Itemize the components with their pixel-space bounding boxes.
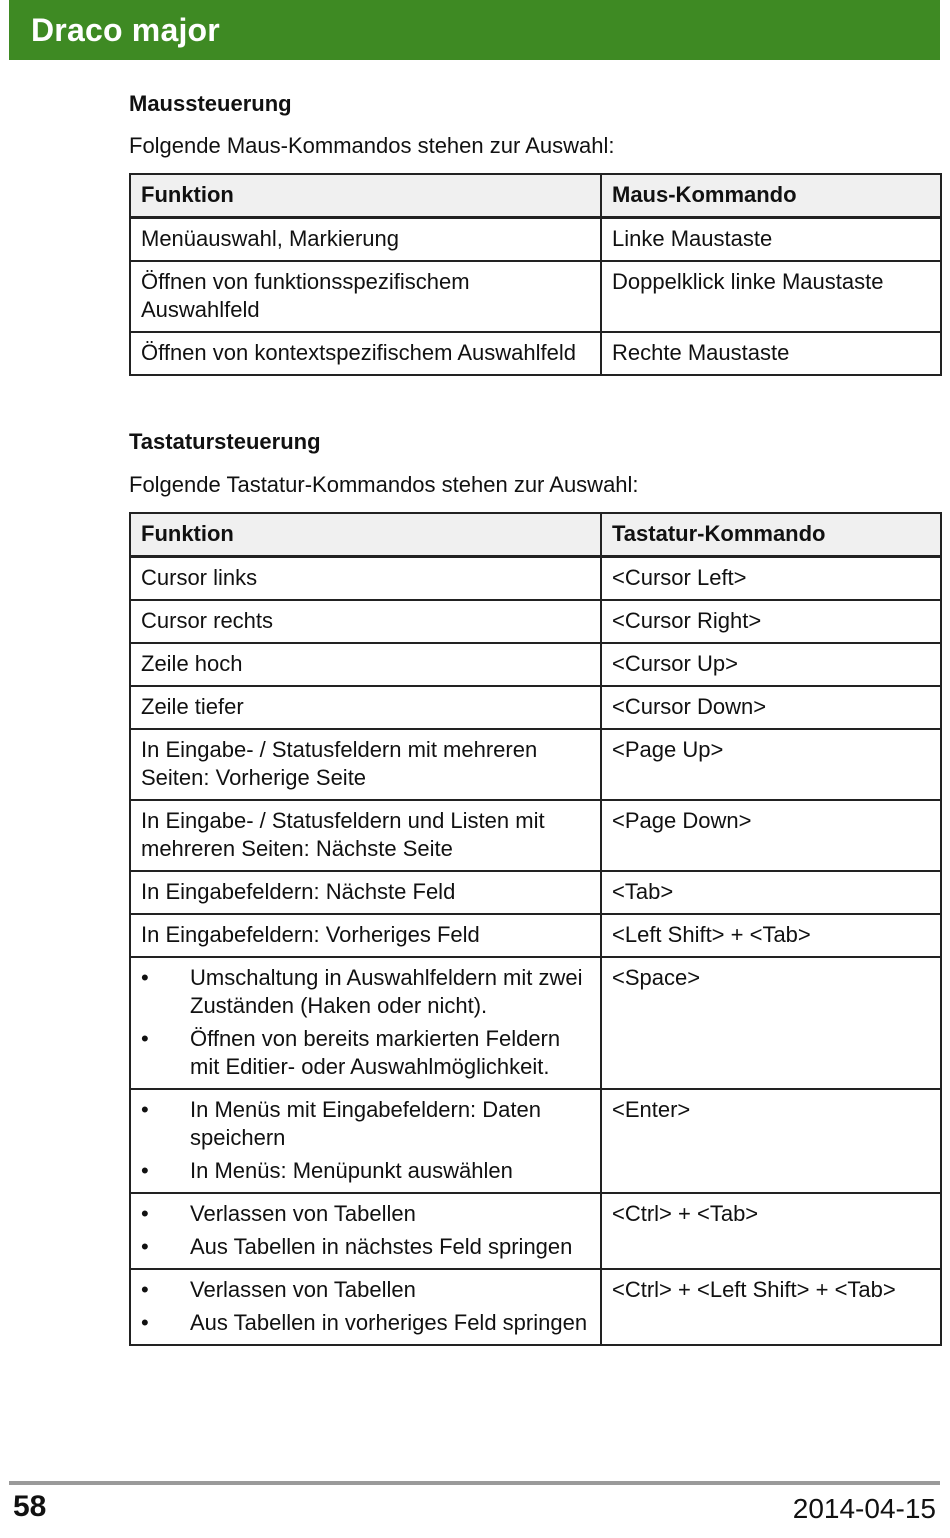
- table-row: [130, 871, 941, 914]
- column-header-mouse-command: Maus-Kommando: [601, 174, 941, 218]
- function-cell: Menüauswahl, Markierung: [130, 218, 601, 262]
- function-cell: Öffnen von funktionsspezifischem Auswahlfeld: [130, 261, 601, 332]
- command-cell: <Cursor Right>: [601, 600, 941, 643]
- function-cell: [130, 1193, 601, 1269]
- page-date: 2014-04-15: [792, 1493, 936, 1524]
- column-header-function: Funktion: [130, 174, 601, 218]
- function-cell: In Eingabe- / Statusfeldern und Listen mit mehreren Seiten: Nächste Seite: [130, 800, 601, 871]
- table-row: [130, 686, 941, 729]
- function-cell: [130, 1269, 601, 1345]
- function-cell: In Eingabefeldern: Vorheriges Feld: [130, 914, 601, 957]
- function-cell: Öffnen von kontextspezifischem Auswahlfeld: [130, 332, 601, 375]
- command-cell: Rechte Maustaste: [601, 332, 941, 375]
- table-row: [130, 557, 941, 601]
- function-cell: Cursor rechts: [130, 600, 601, 643]
- list-item: • Öffnen von bereits markierten Feldern mit Editier- oder Auswahlmöglichkeit.: [141, 1025, 590, 1081]
- command-cell: <Tab>: [601, 871, 941, 914]
- table-row: [130, 729, 941, 800]
- list-item: • Umschaltung in Auswahlfeldern mit zwei Zuständen (Haken oder nicht).: [141, 964, 590, 1020]
- table-row: [130, 218, 941, 262]
- mouse-commands-table: [129, 173, 942, 376]
- command-cell: <Left Shift> + <Tab>: [601, 914, 941, 957]
- table-row: [130, 261, 941, 332]
- list-item: • Aus Tabellen in vorheriges Feld springen: [141, 1309, 590, 1337]
- table-row: [130, 957, 941, 1089]
- table-row: [130, 1089, 941, 1193]
- command-cell: <Ctrl> + <Tab>: [601, 1193, 941, 1269]
- keyboard-section-intro: Folgende Tastatur-Kommandos stehen zur Auswahl:: [129, 472, 639, 497]
- table-header-row: [130, 174, 941, 218]
- command-cell: <Enter>: [601, 1089, 941, 1193]
- table-row: [130, 1193, 941, 1269]
- function-cell: [130, 957, 601, 1089]
- mouse-section-intro: Folgende Maus-Kommandos stehen zur Auswahl:: [129, 133, 615, 158]
- list-item: • Verlassen von Tabellen: [141, 1200, 590, 1228]
- function-cell: [130, 1089, 601, 1193]
- command-cell: Doppelklick linke Maustaste: [601, 261, 941, 332]
- list-item: • In Menüs: Menüpunkt auswählen: [141, 1157, 590, 1185]
- list-item: • Verlassen von Tabellen: [141, 1276, 590, 1304]
- keyboard-section-heading: Tastatursteuerung: [129, 429, 321, 454]
- function-cell: Zeile hoch: [130, 643, 601, 686]
- command-cell: <Page Down>: [601, 800, 941, 871]
- page-number: 58: [13, 1490, 47, 1523]
- command-cell: <Space>: [601, 957, 941, 1089]
- table-row: [130, 1269, 941, 1345]
- command-cell: Linke Maustaste: [601, 218, 941, 262]
- keyboard-commands-table: [129, 512, 942, 1346]
- header-bar: [9, 0, 940, 60]
- table-row: [130, 600, 941, 643]
- bullet-list: [141, 1200, 590, 1261]
- command-cell: <Cursor Left>: [601, 557, 941, 601]
- command-cell: <Cursor Down>: [601, 686, 941, 729]
- bullet-list: [141, 1096, 590, 1185]
- function-cell: In Eingabefeldern: Nächste Feld: [130, 871, 601, 914]
- table-row: [130, 914, 941, 957]
- table-row: [130, 800, 941, 871]
- list-item: • Aus Tabellen in nächstes Feld springen: [141, 1233, 590, 1261]
- column-header-function: Funktion: [130, 513, 601, 557]
- table-header-row: [130, 513, 941, 557]
- command-cell: <Cursor Up>: [601, 643, 941, 686]
- bullet-list: [141, 964, 590, 1081]
- command-cell: <Page Up>: [601, 729, 941, 800]
- table-row: [130, 643, 941, 686]
- mouse-section-heading: Maussteuerung: [129, 91, 292, 116]
- function-cell: Zeile tiefer: [130, 686, 601, 729]
- command-cell: <Ctrl> + <Left Shift> + <Tab>: [601, 1269, 941, 1345]
- table-row: [130, 332, 941, 375]
- bullet-list: [141, 1276, 590, 1337]
- footer-divider: [9, 1481, 940, 1485]
- page-title: Draco major: [31, 12, 220, 48]
- function-cell: In Eingabe- / Statusfeldern mit mehreren Seiten: Vorherige Seite: [130, 729, 601, 800]
- function-cell: Cursor links: [130, 557, 601, 601]
- column-header-keyboard-command: Tastatur-Kommando: [601, 513, 941, 557]
- list-item: • In Menüs mit Eingabefeldern: Daten speichern: [141, 1096, 590, 1152]
